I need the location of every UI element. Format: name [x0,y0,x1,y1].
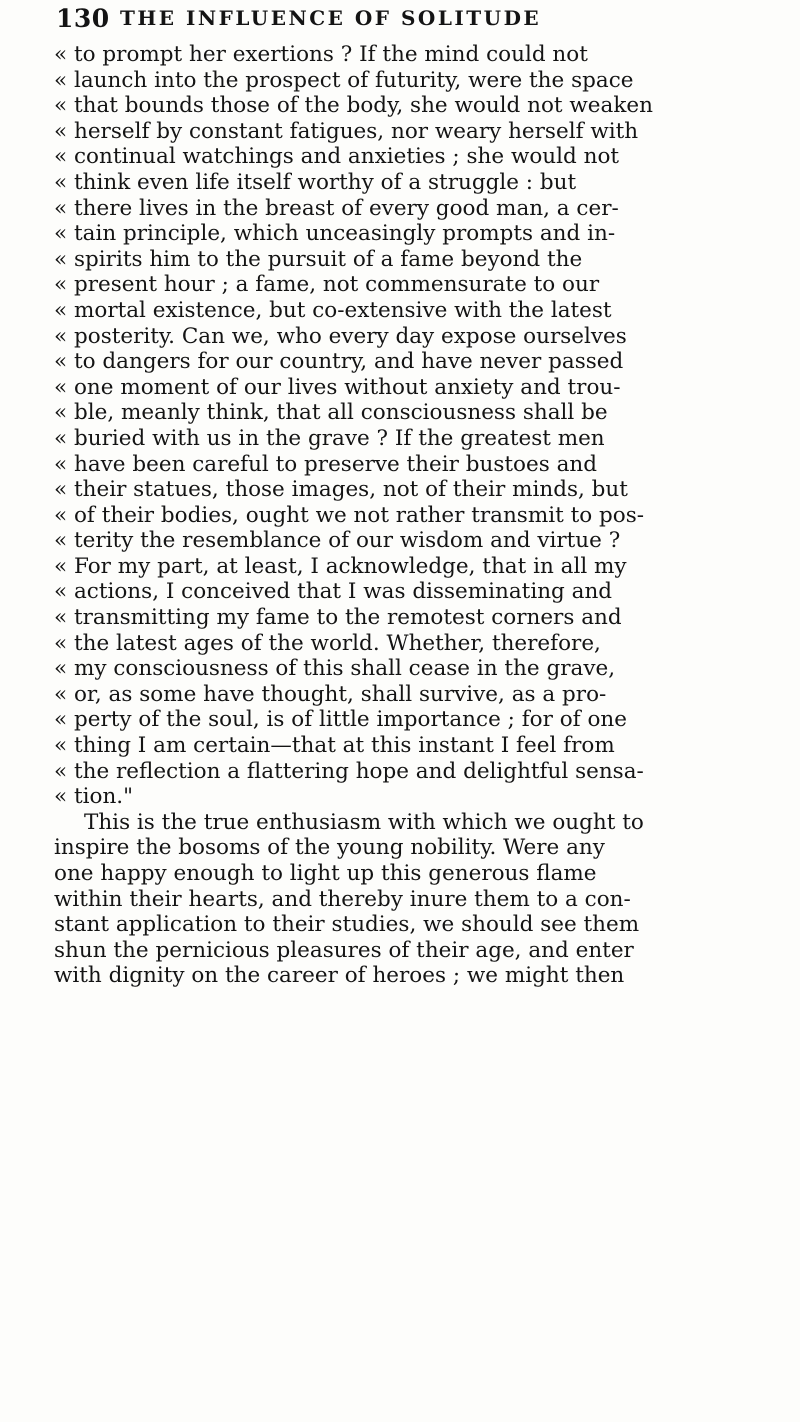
text-line: « ble, meanly think, that all consciousness shall be [54,400,608,426]
text-line: stant application to their studies, we should see them [54,912,640,938]
text-line: « posterity. Can we, who every day expose ourselves [54,323,627,349]
text-line: « spirits him to the pursuit of a fame beyond the [54,246,583,272]
text-line: within their hearts, and thereby inure them to a con- [54,886,631,912]
paragraph-first-line: This is the true enthusiasm with which we ought to [84,809,644,835]
text-line: « that bounds those of the body, she would not weaken [54,93,653,119]
text-line: « transmitting my fame to the remotest corners and [54,605,622,631]
text-line: « For my part, at least, I acknowledge, that in all my [54,553,627,579]
text-line: « continual watchings and anxieties ; she would not [54,144,620,170]
text-line: one happy enough to light up this generous flame [54,861,597,886]
text-line: « of their bodies, ought we not rather transmit to pos- [54,502,644,528]
running-title: THE INFLUENCE OF SOLITUDE [120,6,542,30]
page-number: 130 [56,4,110,33]
text-line: « think even life itself worthy of a struggle : but [54,169,577,195]
text-line: « tain principle, which unceasingly prompts and in- [54,221,616,247]
body-text [54,42,790,989]
text-line: « or, as some have thought, shall survive, as a pro- [54,681,607,707]
text-line: « have been careful to preserve their bustoes and [54,451,597,477]
text-line: « mortal existence, but co-extensive with the latest [54,297,612,323]
text-line: « there lives in the breast of every good man, a cer- [54,195,619,221]
text-line: « thing I am certain—that at this instant I feel from [54,733,615,759]
text-line: « to prompt her exertions ? If the mind could not [54,42,588,67]
text-line: « their statues, those images, not of their minds, but [54,477,628,503]
text-line: « my consciousness of this shall cease in the grave, [54,656,616,682]
text-line: « the reflection a flattering hope and delightful sensa- [54,758,644,784]
text-line: « buried with us in the grave ? If the greatest men [54,425,605,451]
text-line: « herself by constant fatigues, nor weary herself with [54,118,639,144]
text-line: « the latest ages of the world. Whether, therefore, [54,630,601,656]
text-line: « one moment of our lives without anxiety and trou- [54,374,621,400]
text-line: inspire the bosoms of the young nobility. Were any [54,835,605,861]
text-line: « terity the resemblance of our wisdom and virtue ? [54,528,621,554]
text-line: shun the pernicious pleasures of their age, and enter [54,937,634,963]
text-line: « actions, I conceived that I was disseminating and [54,579,613,605]
text-line: « launch into the prospect of futurity, were the space [54,67,634,93]
text-line: « tion." [54,784,134,810]
text-line: with dignity on the career of heroes ; we might then [54,963,625,989]
running-header [56,4,756,40]
text-line: « perty of the soul, is of little importance ; for of one [54,707,627,733]
text-line: « to dangers for our country, and have never passed [54,349,624,375]
text-line: « present hour ; a fame, not commensurate to our [54,272,600,298]
